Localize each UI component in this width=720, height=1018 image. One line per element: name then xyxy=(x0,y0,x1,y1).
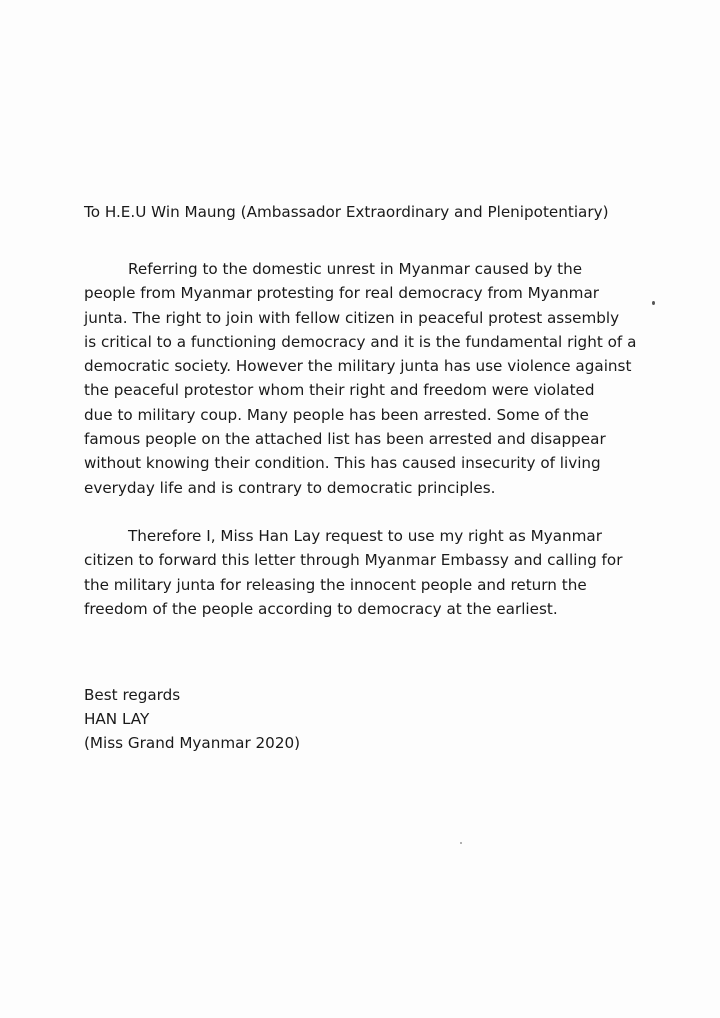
paragraph-line: citizen to forward this letter through Myanmar Embassy and calling for xyxy=(84,551,623,570)
paragraph-line: Referring to the domestic unrest in Myanmar caused by the xyxy=(128,260,583,278)
scan-speck xyxy=(652,301,655,305)
paragraph-line: freedom of the people according to democracy at the earliest. xyxy=(84,599,558,618)
sender-name: HAN LAY xyxy=(84,710,150,728)
paragraph-line: democratic society. However the military junta has use violence against xyxy=(84,357,632,376)
paragraph-line: without knowing their condition. This has caused insecurity of living xyxy=(84,454,601,473)
paragraph-line: is critical to a functioning democracy and it is the fundamental right of a xyxy=(84,332,637,351)
sender-title: (Miss Grand Myanmar 2020) xyxy=(84,734,301,752)
closing-text: Best regards xyxy=(84,686,181,704)
signature-block xyxy=(84,683,300,755)
body-paragraph-2 xyxy=(84,524,664,621)
paragraph-line: famous people on the attached list has been arrested and disappear xyxy=(84,430,606,449)
paragraph-line: due to military coup. Many people has been arrested. Some of the xyxy=(84,405,589,424)
paragraph-line: everyday life and is contrary to democratic principles. xyxy=(84,478,496,497)
paragraph-line: the peaceful protestor whom their right and freedom were violated xyxy=(84,381,595,400)
scan-speck xyxy=(460,842,462,844)
addressee-line: To H.E.U Win Maung (Ambassador Extraordinary and Plenipotentiary) xyxy=(84,203,609,221)
paragraph-line: Therefore I, Miss Han Lay request to use my right as Myanmar xyxy=(128,527,602,545)
paragraph-line: the military junta for releasing the innocent people and return the xyxy=(84,575,587,594)
body-paragraph-1 xyxy=(84,257,664,500)
paragraph-line: junta. The right to join with fellow citizen in peaceful protest assembly xyxy=(84,308,620,327)
paragraph-line: people from Myanmar protesting for real democracy from Myanmar xyxy=(84,284,599,303)
